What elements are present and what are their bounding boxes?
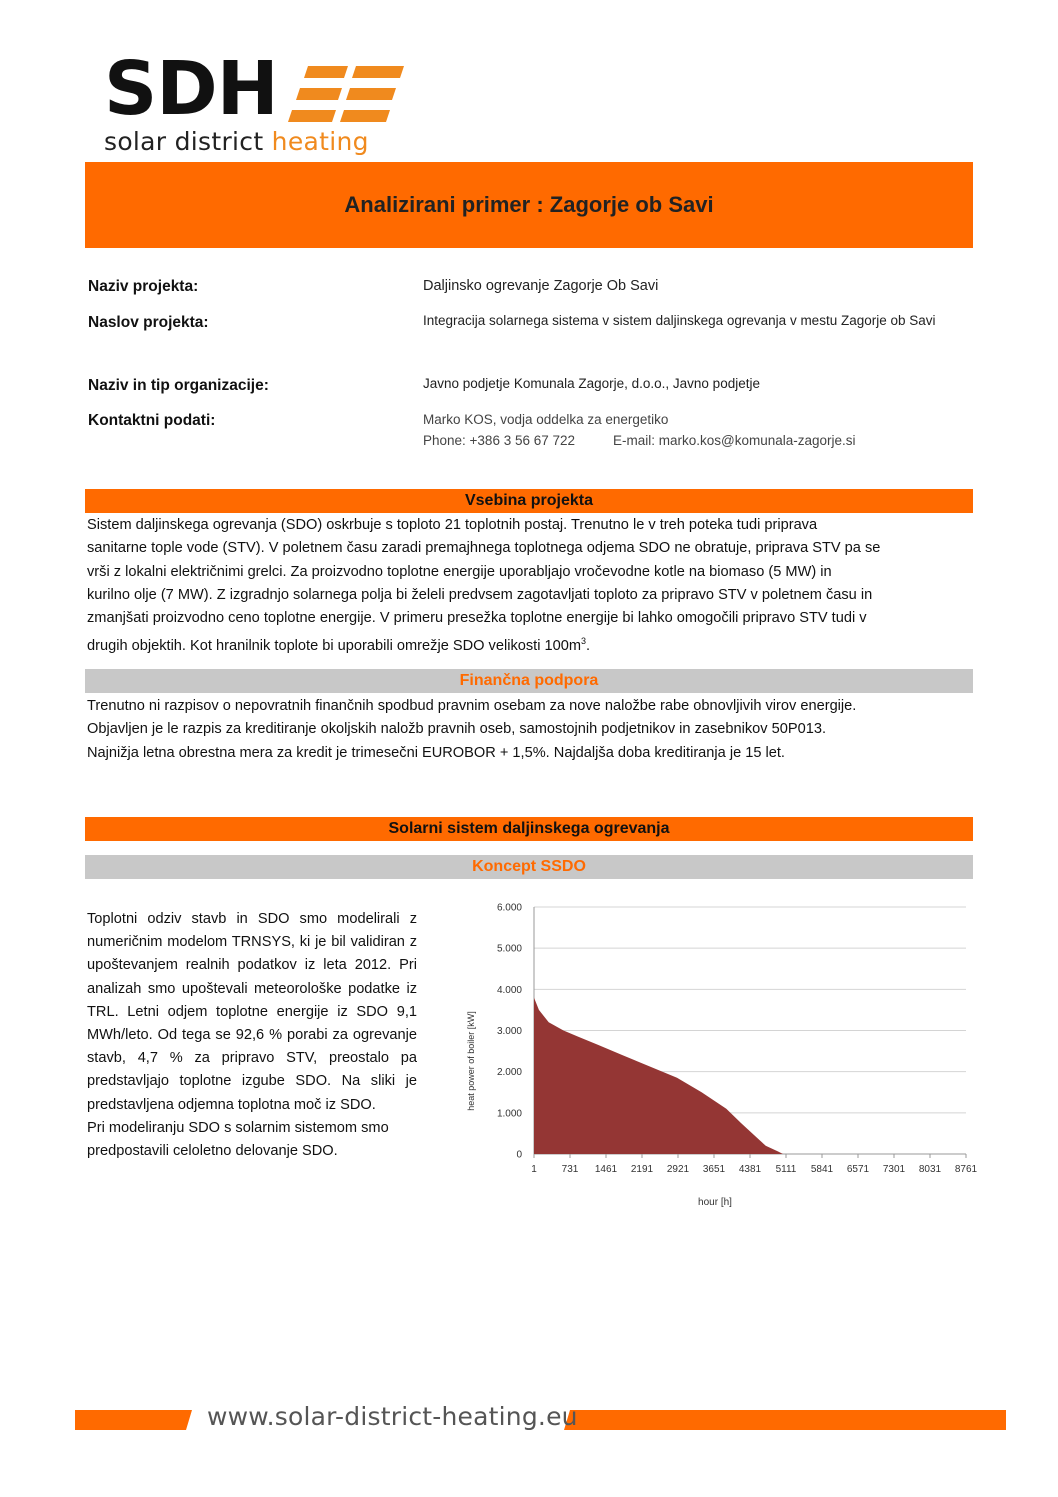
page-title: Analizirani primer : Zagorje ob Savi bbox=[344, 192, 714, 217]
chart-x-tick-label: 8031 bbox=[918, 1164, 942, 1175]
chart-y-tick-label: 5.000 bbox=[496, 943, 522, 955]
contact-label: Kontaktni podati: bbox=[88, 412, 216, 429]
heat-power-chart bbox=[460, 893, 980, 1213]
chart-x-tick-label: 8761 bbox=[954, 1164, 978, 1175]
chart-x-tick-label: 3651 bbox=[702, 1164, 726, 1175]
chart-x-ticks bbox=[531, 1154, 977, 1175]
logo-tagline: solar district heating bbox=[104, 127, 369, 156]
chart-x-tick-label: 1461 bbox=[594, 1164, 618, 1175]
chart-y-tick-label: 3.000 bbox=[496, 1026, 522, 1037]
project-name-value: Daljinsko ogrevanje Zagorje Ob Savi bbox=[423, 278, 659, 294]
concept-paragraph-1: Toplotni odziv stavb in SDO smo modelirali z numeričnim modelom TRNSYS, ki je bil validiran z upoštevanjem realnih podatkov iz leta 2012. Pri analizah smo upoštevali meteorološke podatke iz TRL. Letni odjem toplotne energije iz SDO 9,1 MWh/leto. Od tega se 92,6 % porabi za ogrevanje stavb, 4,7 % za pripravo STV, preostalo pa predstavljajo toplotne izgube SDO. Na sliki je predstavljena odjemna toplotna moč iz SDO. bbox=[87, 911, 417, 1113]
title-band bbox=[85, 162, 973, 248]
chart-x-tick-label: 6571 bbox=[846, 1164, 870, 1175]
project-title-value: Integracija solarnega sistema v sistem daljinskega ogrevanja v mestu Zagorje ob Savi bbox=[423, 313, 936, 328]
project-title-label: Naslov projekta: bbox=[88, 314, 209, 331]
chart-x-tick-label: 4381 bbox=[738, 1164, 762, 1175]
logo-stripes-icon bbox=[286, 66, 406, 124]
concept-paragraph-2: Pri modeliranju SDO s solarnim sistemom smo predpostavili celoletno delovanje SDO. bbox=[87, 1119, 389, 1160]
chart-area-series bbox=[534, 998, 783, 1154]
chart-y-tick-label: 4.000 bbox=[496, 984, 522, 996]
chart-area-fill bbox=[534, 998, 783, 1154]
chart-x-axis-label: hour [h] bbox=[698, 1197, 732, 1208]
chart-x-tick-label: 5841 bbox=[810, 1164, 834, 1175]
chart-x-tick-label: 2191 bbox=[630, 1164, 654, 1175]
section-concept-title: Koncept SSDO bbox=[85, 855, 973, 879]
logo-sdh: SDH bbox=[104, 46, 278, 132]
contact-name: Marko KOS, vodja oddelka za energetiko bbox=[423, 412, 669, 427]
chart-y-tick-label: 2.000 bbox=[496, 1067, 522, 1079]
section-finance-title: Finančna podpora bbox=[85, 669, 973, 693]
chart-y-ticks bbox=[497, 903, 522, 1161]
project-name-label: Naziv projekta: bbox=[88, 278, 199, 295]
section-content-title: Vsebina projekta bbox=[85, 489, 973, 513]
contact-email: E-mail: marko.kos@komunala-zagorje.si bbox=[613, 433, 856, 448]
chart-x-tick-label: 731 bbox=[561, 1164, 579, 1175]
chart-x-tick-label: 7301 bbox=[882, 1164, 906, 1175]
footer-stripe-right bbox=[564, 1410, 1006, 1430]
footer-url: www.solar-district-heating.eu bbox=[207, 1402, 578, 1431]
chart-x-tick-label: 2921 bbox=[666, 1164, 690, 1175]
chart-y-tick-label: 0 bbox=[516, 1149, 522, 1161]
chart-x-tick-label: 5111 bbox=[775, 1164, 797, 1175]
chart-x-tick-label: 1 bbox=[531, 1164, 537, 1175]
concept-text bbox=[87, 908, 417, 1163]
content-paragraph: Sistem daljinskega ogrevanja (SDO) oskrbuje s toploto 21 toplotnih postaj. Trenutno le v treh poteka tudi priprava sanitarne tople vode (STV). V poletnem času zaradi premajhnega toplotnega odjema SDO ne obratuje, priprava STV pa se vrši z lokalni električnimi grelci. Za proizvodno toplotne energije uporabljajo vročevodne kotle na biomaso (5 MW) in kurilno olje (7 MW). Z izgradnjo solarnega polja bi želeli predvsem zagotavljati toploto za pripravo STV v poletnem času in zmanjšati proizvodno ceno toplotne energije. V primeru presežka toplotne energije bi lahko omogočili pripravo STV tudi v drugih objektih. Kot hranilnik toplote bi uporabili omrežje SDO velikosti $100m^3$. bbox=[87, 517, 881, 655]
contact-phone: Phone: +386 3 56 67 722 bbox=[423, 433, 576, 448]
finance-paragraph: Trenutno ni razpisov o nepovratnih finančnih spodbud pravnim osebam za nove naložbe rabe obnovljivih virov energije. Objavljen je le razpis za kreditiranje okoljskih naložb pravnih oseb, samostojnih podjetnikov in zasebnikov 50P013. Najnižja letna obrestna mera za kredit je trimesečni EUROBOR + 1,5%. Najdaljša doba kreditiranja je 15 let. bbox=[87, 698, 857, 761]
chart-y-tick-label: 1.000 bbox=[496, 1108, 522, 1120]
chart-y-axis-label: heat power of boiler [kW] bbox=[466, 1011, 476, 1111]
org-value: Javno podjetje Komunala Zagorje, d.o.o., Javno podjetje bbox=[423, 376, 760, 391]
org-label: Naziv in tip organizacije: bbox=[88, 377, 269, 394]
section-solar-title: Solarni sistem daljinskega ogrevanja bbox=[85, 817, 973, 841]
footer-stripe-left bbox=[75, 1410, 192, 1430]
chart-y-tick-label: 6.000 bbox=[496, 902, 522, 914]
